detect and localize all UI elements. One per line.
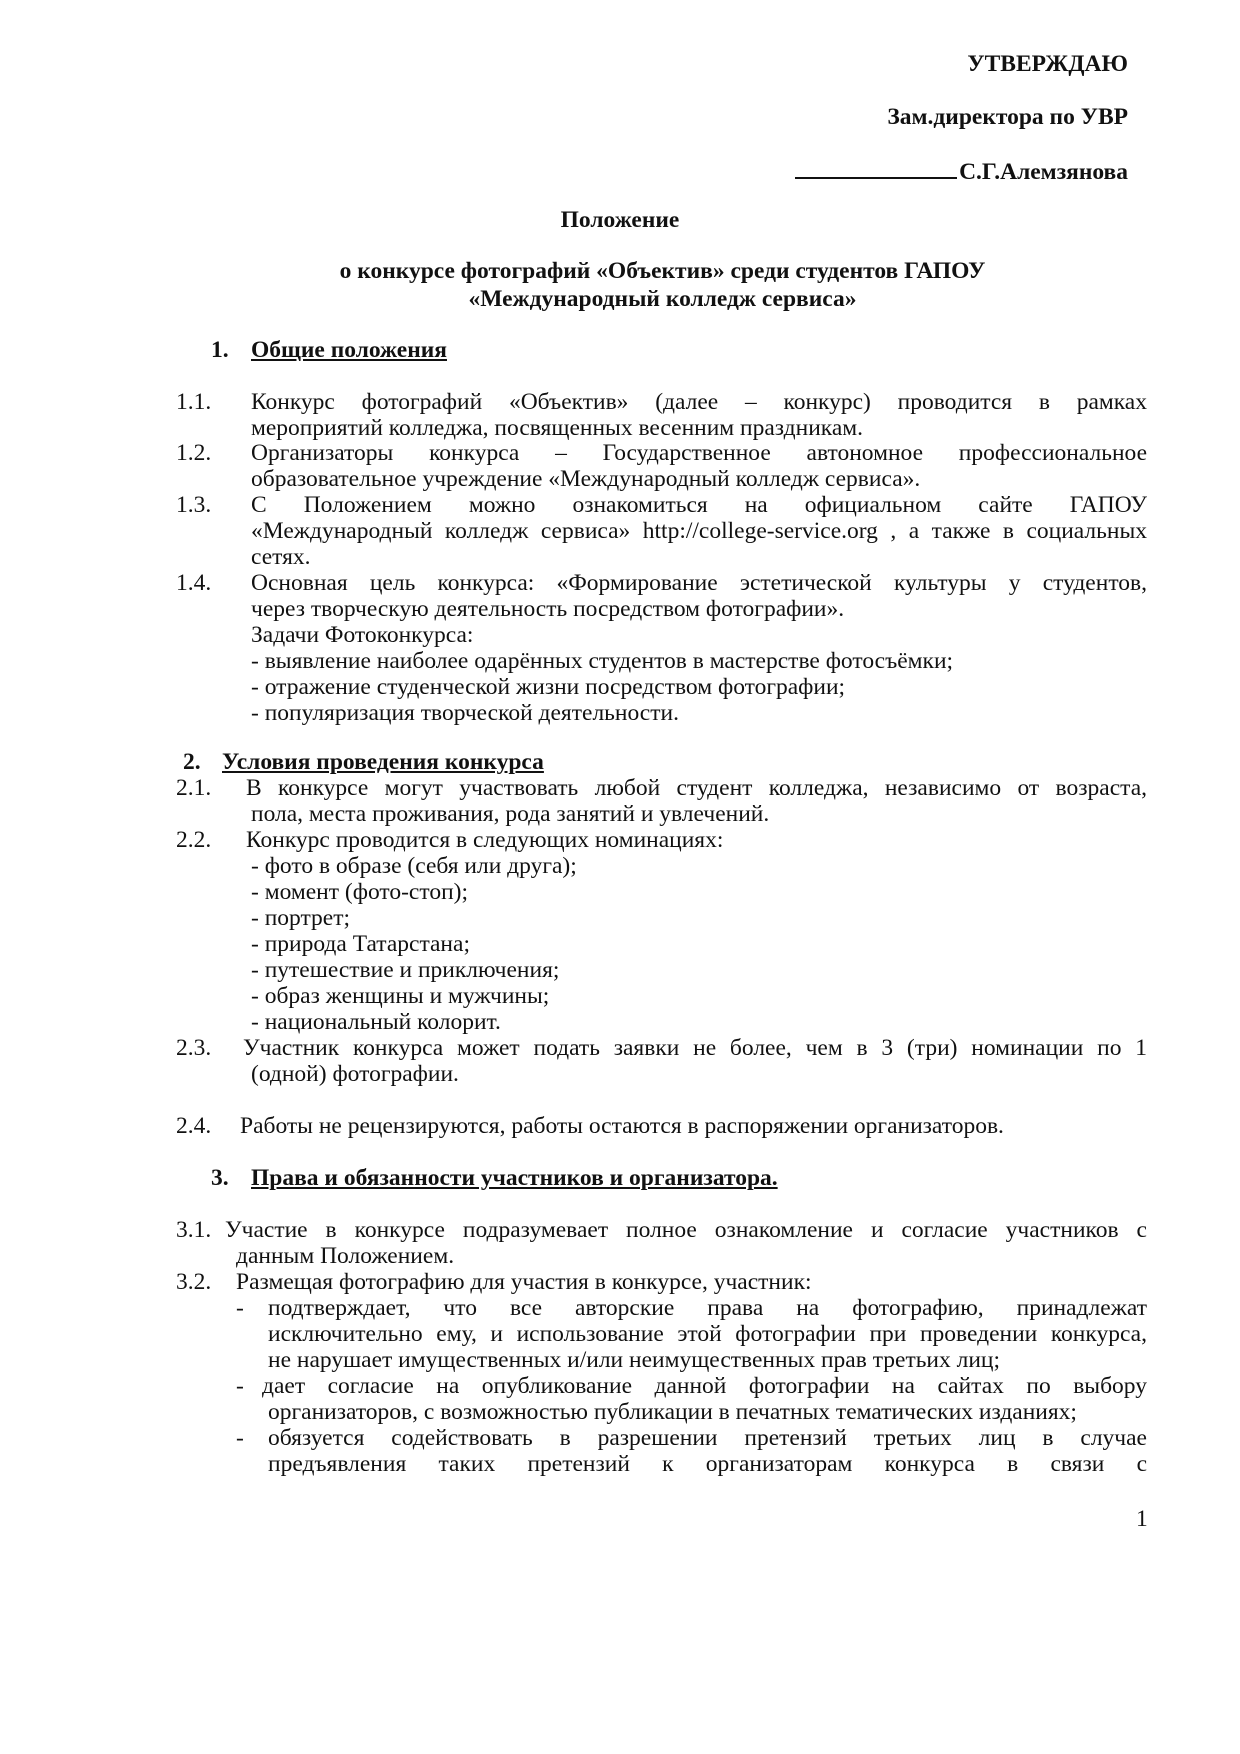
list-item: - национальный колорит.: [251, 1009, 501, 1035]
clause-text-line: Размещая фотографию для участия в конкурсе, участник:: [236, 1269, 812, 1295]
approval-heading: УТВЕРЖДАЮ: [967, 51, 1128, 77]
clause-text-line: (одной) фотографии.: [251, 1061, 459, 1087]
clause-text-line: Участие в конкурсе подразумевает полное ознакомление и согласие участников с: [225, 1217, 1147, 1243]
approval-signature: [795, 155, 1128, 187]
clause-text-line: Организаторы конкурса – Государственное автономное профессиональное: [251, 440, 1147, 466]
clause-number: 1.2.: [176, 440, 212, 466]
clause-text-line: Участник конкурса может подать заявки не более, чем в 3 (три) номинации по 1: [243, 1035, 1147, 1061]
bullet-dash: -: [236, 1295, 244, 1321]
list-item: - отражение студенческой жизни посредством фотографии;: [251, 674, 846, 700]
approval-signer: С.Г.Алемзянова: [959, 159, 1128, 185]
clause-text-line: Конкурс проводится в следующих номинациях:: [246, 827, 724, 853]
bullet-dash: -: [236, 1373, 244, 1399]
bullet-text-line: подтверждает, что все авторские права на фотографию, принадлежат: [268, 1295, 1147, 1321]
clause-text-line: С Положением можно ознакомиться на официальном сайте ГАПОУ: [251, 492, 1147, 518]
clause-text-line: Задачи Фотоконкурса:: [251, 622, 474, 648]
bullet-text-line: не нарушает имущественных и/или неимущественных прав третьих лиц;: [268, 1347, 1001, 1373]
list-item: - портрет;: [251, 905, 351, 931]
clause-number: 3.1.: [176, 1217, 212, 1243]
list-item: - природа Татарстана;: [251, 931, 470, 957]
approval-position: Зам.директора по УВР: [887, 104, 1128, 130]
clause-text-line: через творческую деятельность посредством фотографии».: [251, 596, 845, 622]
clause-number: 1.3.: [176, 492, 212, 518]
bullet-text-line: организаторов, с возможностью публикации в печатных тематических изданиях;: [268, 1399, 1077, 1425]
clause-number: 2.1.: [176, 775, 212, 801]
bullet-text-line: предъявления таких претензий к организаторам конкурса в связи с: [268, 1451, 1147, 1477]
bullet-dash: -: [236, 1425, 244, 1451]
clause-number: 2.2.: [176, 827, 212, 853]
section-1-title: Общие положения: [251, 337, 447, 363]
clause-number: 2.3.: [176, 1035, 212, 1061]
clause-number: 3.2.: [176, 1269, 212, 1295]
section-2-title: Условия проведения конкурса: [222, 749, 544, 775]
clause-text-line: «Международный колледж сервиса» http://college-service.org , а также в социальных: [251, 518, 1147, 544]
signature-line: [795, 155, 957, 179]
clause-text-line: мероприятий колледжа, посвященных весенним праздникам.: [251, 415, 864, 441]
section-3-title: Права и обязанности участников и организатора.: [251, 1165, 778, 1191]
bullet-text-line: исключительно ему, и использование этой фотографии при проведении конкурса,: [268, 1321, 1147, 1347]
clause-text-line: В конкурсе могут участвовать любой студент колледжа, независимо от возраста,: [246, 775, 1147, 801]
clause-number: 1.1.: [176, 389, 212, 415]
clause-text-line: образовательное учреждение «Международный колледж сервиса».: [251, 466, 921, 492]
list-item: - популяризация творческой деятельности.: [251, 700, 679, 726]
document-subtitle-line2: «Международный колледж сервиса»: [468, 286, 857, 312]
page-number: 1: [1136, 1506, 1148, 1532]
bullet-text-line: дает согласие на опубликование данной фотографии на сайтах по выбору: [262, 1373, 1147, 1399]
clause-number: 2.4.: [176, 1113, 212, 1139]
clause-text-line: Основная цель конкурса: «Формирование эстетической культуры у студентов,: [251, 570, 1147, 596]
clause-text-line: Работы не рецензируются, работы остаются в распоряжении организаторов.: [240, 1113, 1004, 1139]
bullet-text-line: обязуется содействовать в разрешении претензий третьих лиц в случае: [268, 1425, 1147, 1451]
clause-text-line: сетях.: [251, 544, 311, 570]
clause-text-line: Конкурс фотографий «Объектив» (далее – конкурс) проводится в рамках: [251, 389, 1147, 415]
document-title: Положение: [560, 207, 680, 233]
clause-text-line: пола, места проживания, рода занятий и увлечений.: [251, 801, 770, 827]
document-subtitle-line1: о конкурсе фотографий «Объектив» среди студентов ГАПОУ: [339, 258, 986, 284]
section-2-number: 2.: [183, 749, 201, 775]
list-item: - путешествие и приключения;: [251, 957, 560, 983]
list-item: - образ женщины и мужчины;: [251, 983, 550, 1009]
section-3-number: 3.: [211, 1165, 229, 1191]
list-item: - момент (фото-стоп);: [251, 879, 468, 905]
clause-text-line: данным Положением.: [236, 1243, 455, 1269]
clause-number: 1.4.: [176, 570, 212, 596]
section-1-number: 1.: [211, 337, 229, 363]
list-item: - фото в образе (себя или друга);: [251, 853, 577, 879]
list-item: - выявление наиболее одарённых студентов в мастерстве фотосъёмки;: [251, 648, 954, 674]
